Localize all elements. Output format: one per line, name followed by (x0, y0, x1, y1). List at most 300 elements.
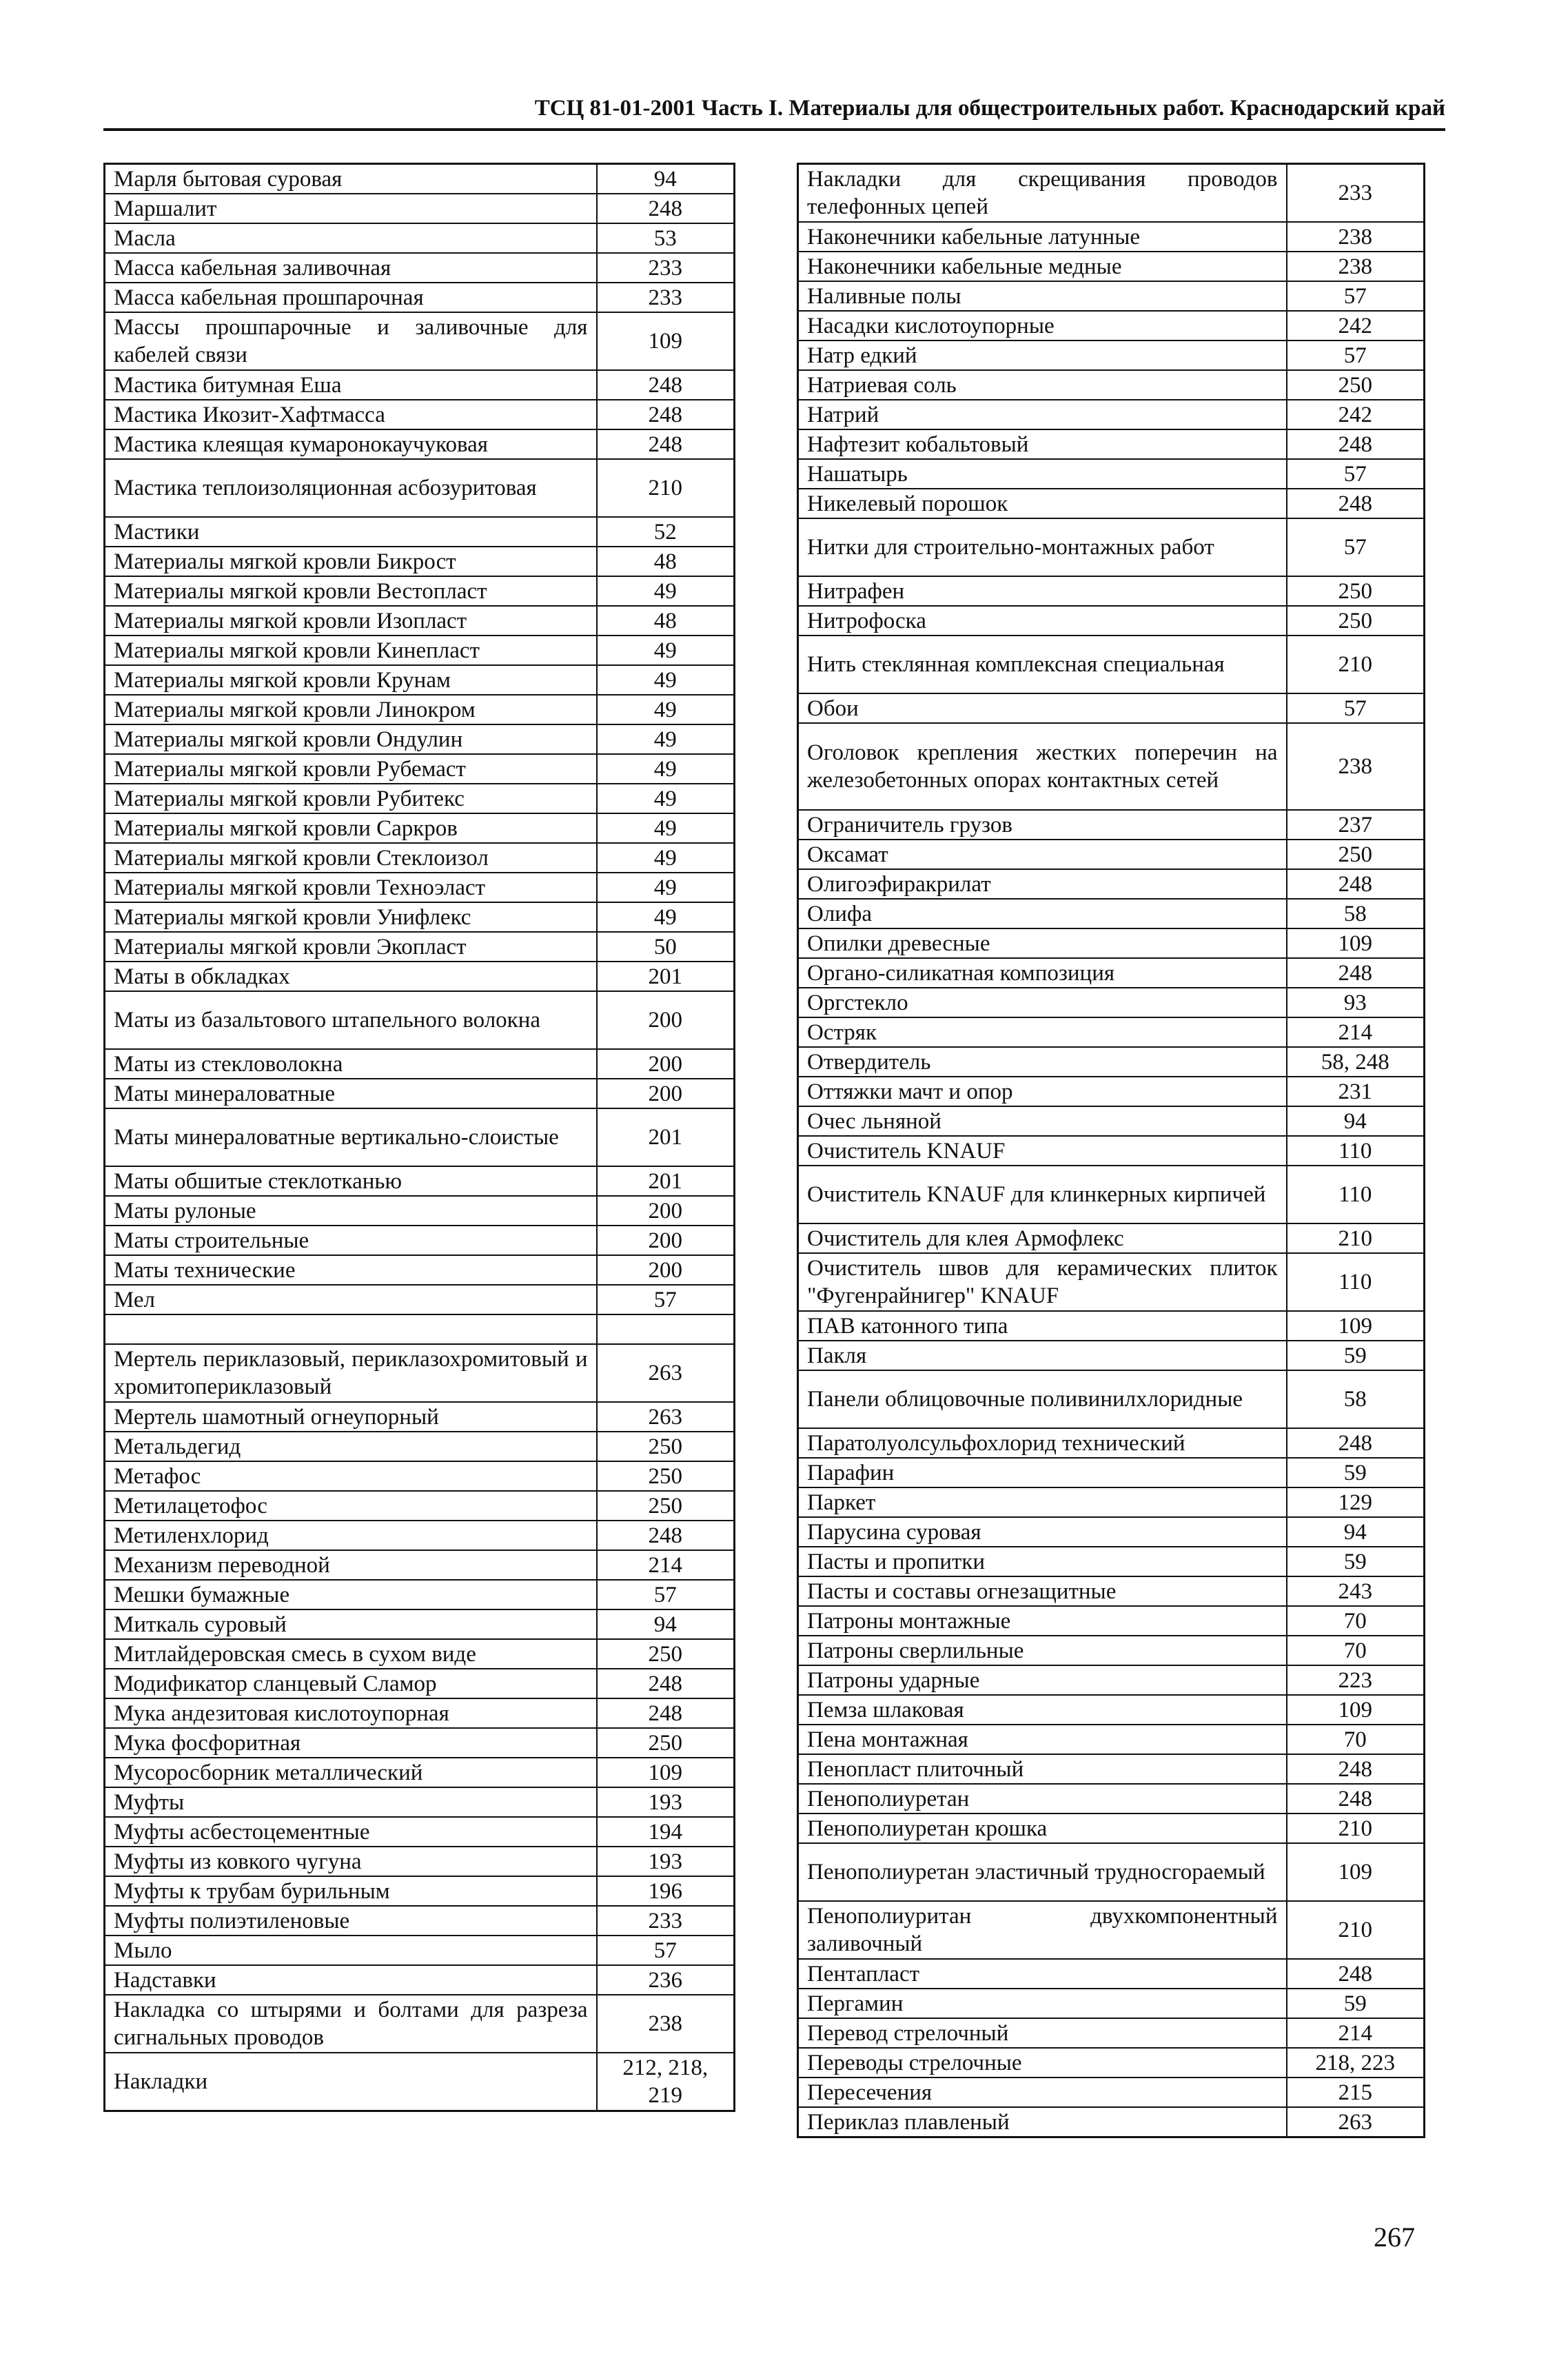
index-row (798, 1517, 1425, 1547)
index-row (105, 400, 735, 429)
page-reference: 59 (1287, 1989, 1425, 2018)
index-row (105, 1196, 735, 1226)
page-reference: 200 (597, 1079, 735, 1108)
index-row (105, 873, 735, 902)
page-reference: 193 (597, 1787, 735, 1817)
page-reference: 248 (597, 1521, 735, 1550)
index-row (798, 2048, 1425, 2078)
material-name: Метафос (105, 1461, 597, 1491)
page-reference: 238 (597, 1995, 735, 2053)
index-row (105, 1758, 735, 1787)
index-row (105, 459, 735, 517)
page-reference: 238 (1287, 723, 1425, 810)
page-reference: 243 (1287, 1576, 1425, 1606)
page-reference: 263 (1287, 2107, 1425, 2137)
index-row (105, 1847, 735, 1876)
index-row (798, 429, 1425, 459)
material-name: Пенополиуретан крошка (798, 1814, 1287, 1843)
index-row (798, 840, 1425, 869)
material-name: Массы прошпарочные и заливочные для кабелей связи (105, 312, 597, 370)
material-name: Надставки (105, 1965, 597, 1995)
index-row (798, 1636, 1425, 1665)
index-table-right (797, 163, 1425, 2138)
material-name: Мастика теплоизоляционная асбозуритовая (105, 459, 597, 517)
material-name: Метилацетофос (105, 1491, 597, 1521)
material-name: Насадки кислотоупорные (798, 311, 1287, 341)
page-reference: 250 (1287, 606, 1425, 636)
page-reference: 238 (1287, 252, 1425, 281)
material-name: Метиленхлорид (105, 1521, 597, 1550)
index-row (105, 1639, 735, 1669)
material-name: Муфты из ковкого чугуна (105, 1847, 597, 1876)
material-name: Муфты (105, 1787, 597, 1817)
index-row (105, 962, 735, 991)
index-row (798, 869, 1425, 899)
material-name: Очес льняной (798, 1106, 1287, 1136)
material-name: Механизм переводной (105, 1550, 597, 1580)
index-row (105, 1669, 735, 1698)
material-name: Пена монтажная (798, 1725, 1287, 1754)
page-reference: 110 (1287, 1253, 1425, 1311)
index-row (798, 1784, 1425, 1814)
index-row (798, 1814, 1425, 1843)
material-name: Пересечения (798, 2078, 1287, 2107)
material-name: Мусоросборник металлический (105, 1758, 597, 1787)
index-row (105, 1936, 735, 1965)
material-name: Пенопласт плиточный (798, 1754, 1287, 1784)
index-row (105, 253, 735, 283)
page-reference: 49 (597, 576, 735, 606)
page-reference: 210 (1287, 1901, 1425, 1959)
index-row (798, 370, 1425, 400)
page-reference: 250 (1287, 576, 1425, 606)
page-reference: 214 (597, 1550, 735, 1580)
material-name: Пенополиуритан двухкомпонентный заливочный (798, 1901, 1287, 1959)
page-reference: 57 (1287, 518, 1425, 576)
index-row (105, 1609, 735, 1639)
index-row (798, 988, 1425, 1017)
material-name: Паратолуолсульфохлорид технический (798, 1428, 1287, 1458)
index-row (798, 400, 1425, 429)
material-name: Материалы мягкой кровли Саркров (105, 813, 597, 843)
page-reference: 49 (597, 665, 735, 695)
index-row (798, 1547, 1425, 1576)
material-name: Мастика Икозит-Хафтмасса (105, 400, 597, 429)
page-reference: 48 (597, 547, 735, 576)
page-reference: 57 (597, 1936, 735, 1965)
material-name: Муфты к трубам бурильным (105, 1876, 597, 1906)
material-name: Нафтезит кобальтовый (798, 429, 1287, 459)
index-row (798, 958, 1425, 988)
material-name: Материалы мягкой кровли Ондулин (105, 724, 597, 754)
index-row (798, 1665, 1425, 1695)
material-name: Пасты и пропитки (798, 1547, 1287, 1576)
page-reference: 196 (597, 1876, 735, 1906)
index-row (798, 810, 1425, 840)
material-name: Мастики (105, 517, 597, 547)
index-row (798, 693, 1425, 723)
material-name: Мертель шамотный огнеупорный (105, 1402, 597, 1432)
page-reference: 242 (1287, 400, 1425, 429)
page-reference: 94 (597, 1609, 735, 1639)
index-row (798, 606, 1425, 636)
index-row (105, 636, 735, 665)
page-reference: 109 (597, 312, 735, 370)
index-row (798, 164, 1425, 223)
page-reference: 58 (1287, 899, 1425, 928)
material-name: Модификатор сланцевый Сламор (105, 1669, 597, 1698)
page-reference: 49 (597, 724, 735, 754)
index-row (105, 1432, 735, 1461)
index-row (105, 1521, 735, 1550)
material-name: Опилки древесные (798, 928, 1287, 958)
index-row (105, 1079, 735, 1108)
material-name: Маты рулоные (105, 1196, 597, 1226)
material-name: Органо-силикатная композиция (798, 958, 1287, 988)
index-row (105, 429, 735, 459)
page-reference: 248 (1287, 1784, 1425, 1814)
page-reference: 70 (1287, 1606, 1425, 1636)
page-reference: 52 (597, 517, 735, 547)
index-row (798, 341, 1425, 370)
index-row (798, 1901, 1425, 1959)
index-row (798, 1959, 1425, 1989)
index-row (105, 1166, 735, 1196)
index-row (798, 1311, 1425, 1341)
material-name: ПАВ катонного типа (798, 1311, 1287, 1341)
material-name: Маты из базальтового штапельного волокна (105, 991, 597, 1049)
material-name: Мыло (105, 1936, 597, 1965)
material-name: Накладки для скрещивания проводов телефонных цепей (798, 164, 1287, 223)
material-name: Оксамат (798, 840, 1287, 869)
material-name: Натрий (798, 400, 1287, 429)
material-name: Очиститель KNAUF для клинкерных кирпичей (798, 1166, 1287, 1223)
index-row (105, 1491, 735, 1521)
material-name: Пенополиуретан эластичный трудносгораемый (798, 1843, 1287, 1901)
page-reference: 49 (597, 784, 735, 813)
material-name: Маты обшитые стеклотканью (105, 1166, 597, 1196)
page-reference: 210 (1287, 1814, 1425, 1843)
page-reference: 248 (597, 194, 735, 223)
index-row (105, 1906, 735, 1936)
material-name: Пакля (798, 1341, 1287, 1370)
index-row (105, 754, 735, 784)
page-reference: 248 (597, 429, 735, 459)
page-reference: 49 (597, 902, 735, 932)
index-row (798, 1136, 1425, 1166)
index-row (105, 370, 735, 400)
index-row (105, 695, 735, 724)
page-reference: 250 (597, 1728, 735, 1758)
material-name: Переводы стрелочные (798, 2048, 1287, 2078)
material-name: Мел (105, 1285, 597, 1314)
material-name: Олигоэфиракрилат (798, 869, 1287, 899)
index-row (798, 723, 1425, 810)
page-reference: 214 (1287, 2018, 1425, 2048)
page-reference: 50 (597, 932, 735, 962)
page-reference: 49 (597, 813, 735, 843)
material-name: Парусина суровая (798, 1517, 1287, 1547)
page-reference: 110 (1287, 1166, 1425, 1223)
material-name (105, 1314, 597, 1344)
material-name: Материалы мягкой кровли Вестопласт (105, 576, 597, 606)
page-reference: 49 (597, 695, 735, 724)
index-row (798, 1166, 1425, 1223)
index-row (798, 1458, 1425, 1487)
page-reference: 129 (1287, 1487, 1425, 1517)
index-row (798, 1428, 1425, 1458)
index-row (105, 784, 735, 813)
index-row (798, 2078, 1425, 2107)
page-reference: 94 (597, 164, 735, 194)
page-reference: 210 (597, 459, 735, 517)
index-row (105, 1728, 735, 1758)
index-row (798, 1253, 1425, 1311)
material-name: Паркет (798, 1487, 1287, 1517)
index-row (798, 1695, 1425, 1725)
index-row (798, 1047, 1425, 1077)
index-row (105, 547, 735, 576)
index-row (105, 843, 735, 873)
index-row (798, 2107, 1425, 2137)
index-row (105, 1995, 735, 2053)
material-name: Наконечники кабельные медные (798, 252, 1287, 281)
material-name: Пентапласт (798, 1959, 1287, 1989)
page-reference: 59 (1287, 1458, 1425, 1487)
index-row (798, 1017, 1425, 1047)
page-reference: 59 (1287, 1341, 1425, 1370)
material-name: Ограничитель грузов (798, 810, 1287, 840)
index-row (105, 1698, 735, 1728)
index-row (105, 665, 735, 695)
material-name: Пасты и составы огнезащитные (798, 1576, 1287, 1606)
material-name: Очиститель KNAUF (798, 1136, 1287, 1166)
index-row (105, 1580, 735, 1609)
page-reference: 248 (597, 1669, 735, 1698)
page-reference: 215 (1287, 2078, 1425, 2107)
index-row (105, 223, 735, 253)
page-reference: 70 (1287, 1725, 1425, 1754)
page-reference: 250 (597, 1461, 735, 1491)
page-reference: 212, 218, 219 (597, 2053, 735, 2111)
page-reference: 200 (597, 1255, 735, 1285)
material-name: Остряк (798, 1017, 1287, 1047)
material-name: Нашатырь (798, 459, 1287, 489)
index-row (798, 899, 1425, 928)
page-number: 267 (1374, 2222, 1415, 2253)
page-reference: 248 (597, 400, 735, 429)
page-reference: 263 (597, 1402, 735, 1432)
material-name: Маты из стекловолокна (105, 1049, 597, 1079)
index-row (105, 283, 735, 312)
index-row (105, 902, 735, 932)
material-name: Метальдегид (105, 1432, 597, 1461)
index-row (798, 1106, 1425, 1136)
material-name: Никелевый порошок (798, 489, 1287, 518)
page-reference: 109 (1287, 1311, 1425, 1341)
page-reference: 248 (597, 1698, 735, 1728)
index-row (105, 312, 735, 370)
index-row (105, 1550, 735, 1580)
page-reference (597, 1314, 735, 1344)
material-name: Нитрафен (798, 576, 1287, 606)
page-reference: 57 (1287, 693, 1425, 723)
index-row (798, 252, 1425, 281)
index-table-right-body (798, 164, 1425, 2137)
page-reference: 48 (597, 606, 735, 636)
material-name: Маты минераловатные (105, 1079, 597, 1108)
page-reference: 58 (1287, 1370, 1425, 1428)
material-name: Натр едкий (798, 341, 1287, 370)
page-reference: 49 (597, 636, 735, 665)
material-name: Оргстекло (798, 988, 1287, 1017)
material-name: Мастика клеящая кумаронокаучуковая (105, 429, 597, 459)
page-reference: 59 (1287, 1547, 1425, 1576)
index-row (798, 1576, 1425, 1606)
page-reference: 250 (597, 1491, 735, 1521)
material-name: Нить стеклянная комплексная специальная (798, 636, 1287, 693)
index-row (105, 1344, 735, 1402)
material-name: Материалы мягкой кровли Кинепласт (105, 636, 597, 665)
material-name: Масса кабельная прошпарочная (105, 283, 597, 312)
material-name: Нитки для строительно-монтажных работ (798, 518, 1287, 576)
page-reference: 110 (1287, 1136, 1425, 1166)
page-reference: 237 (1287, 810, 1425, 840)
material-name: Парафин (798, 1458, 1287, 1487)
material-name: Периклаз плавленый (798, 2107, 1287, 2137)
page-reference: 210 (1287, 1223, 1425, 1253)
material-name: Накладки (105, 2053, 597, 2111)
index-row (105, 2053, 735, 2111)
material-name: Материалы мягкой кровли Унифлекс (105, 902, 597, 932)
page-reference: 248 (597, 370, 735, 400)
index-row (105, 1461, 735, 1491)
material-name: Мука фосфоритная (105, 1728, 597, 1758)
material-name: Наконечники кабельные латунные (798, 222, 1287, 252)
index-row (798, 489, 1425, 518)
page-reference: 109 (1287, 928, 1425, 958)
page-reference: 250 (1287, 370, 1425, 400)
page-reference: 49 (597, 873, 735, 902)
page-reference: 248 (1287, 429, 1425, 459)
material-name: Масса кабельная заливочная (105, 253, 597, 283)
page-reference: 57 (1287, 459, 1425, 489)
index-row (798, 1341, 1425, 1370)
material-name: Отвердитель (798, 1047, 1287, 1077)
index-row (105, 1965, 735, 1995)
index-row (798, 1843, 1425, 1901)
page-reference: 236 (597, 1965, 735, 1995)
page-reference: 248 (1287, 958, 1425, 988)
page-reference: 231 (1287, 1077, 1425, 1106)
material-name: Оголовок крепления жестких поперечин на железобетонных опорах контактных сетей (798, 723, 1287, 810)
material-name: Мастика битумная Еша (105, 370, 597, 400)
index-row (105, 724, 735, 754)
page-reference: 233 (597, 1906, 735, 1936)
index-row (105, 606, 735, 636)
material-name: Маты в обкладках (105, 962, 597, 991)
page-reference: 57 (597, 1285, 735, 1314)
page-reference: 250 (597, 1432, 735, 1461)
page-reference: 201 (597, 962, 735, 991)
page-reference: 58, 248 (1287, 1047, 1425, 1077)
index-row (105, 813, 735, 843)
index-row (798, 1989, 1425, 2018)
page-reference: 200 (597, 1049, 735, 1079)
page-reference: 109 (597, 1758, 735, 1787)
page-reference: 248 (1287, 869, 1425, 899)
material-name: Материалы мягкой кровли Техноэласт (105, 873, 597, 902)
material-name: Наливные полы (798, 281, 1287, 311)
page-reference: 248 (1287, 1428, 1425, 1458)
material-name: Маршалит (105, 194, 597, 223)
index-row (798, 1370, 1425, 1428)
index-row (105, 1876, 735, 1906)
page-reference: 93 (1287, 988, 1425, 1017)
page-reference: 200 (597, 1226, 735, 1255)
material-name: Миткаль суровый (105, 1609, 597, 1639)
index-row (105, 164, 735, 194)
page-reference: 250 (1287, 840, 1425, 869)
page-reference: 94 (1287, 1106, 1425, 1136)
page-reference: 49 (597, 843, 735, 873)
material-name: Муфты асбестоцементные (105, 1817, 597, 1847)
page-reference: 109 (1287, 1843, 1425, 1901)
material-name: Маты строительные (105, 1226, 597, 1255)
index-row (798, 281, 1425, 311)
running-header: ТСЦ 81-01-2001 Часть I. Материалы для общестроительных работ. Краснодарский край (103, 88, 1445, 131)
material-name: Материалы мягкой кровли Рубемаст (105, 754, 597, 784)
index-row (798, 1606, 1425, 1636)
material-name: Нитрофоска (798, 606, 1287, 636)
material-name: Материалы мягкой кровли Стеклоизол (105, 843, 597, 873)
index-table-left (103, 163, 735, 2112)
index-row (798, 1077, 1425, 1106)
material-name: Мука андезитовая кислотоупорная (105, 1698, 597, 1728)
index-row (105, 1314, 735, 1344)
index-row (105, 1049, 735, 1079)
page-reference: 201 (597, 1108, 735, 1166)
page-reference: 248 (1287, 1959, 1425, 1989)
index-row (798, 311, 1425, 341)
index-row (798, 1223, 1425, 1253)
page-reference: 233 (597, 253, 735, 283)
page-reference: 109 (1287, 1695, 1425, 1725)
index-table-left-body (105, 164, 735, 2111)
material-name: Обои (798, 693, 1287, 723)
index-row (105, 1787, 735, 1817)
material-name: Перевод стрелочный (798, 2018, 1287, 2048)
index-row (105, 932, 735, 962)
page-reference: 214 (1287, 1017, 1425, 1047)
material-name: Митлайдеровская смесь в сухом виде (105, 1639, 597, 1669)
page-reference: 233 (597, 283, 735, 312)
index-row (105, 1226, 735, 1255)
page-reference: 201 (597, 1166, 735, 1196)
material-name: Материалы мягкой кровли Рубитекс (105, 784, 597, 813)
page-reference: 193 (597, 1847, 735, 1876)
page-reference: 218, 223 (1287, 2048, 1425, 2078)
index-row (798, 1487, 1425, 1517)
page-reference: 194 (597, 1817, 735, 1847)
page-reference: 248 (1287, 489, 1425, 518)
index-row (105, 1402, 735, 1432)
page-reference: 242 (1287, 311, 1425, 341)
index-row (105, 576, 735, 606)
material-name: Материалы мягкой кровли Линокром (105, 695, 597, 724)
index-row (105, 1255, 735, 1285)
page-reference: 57 (597, 1580, 735, 1609)
